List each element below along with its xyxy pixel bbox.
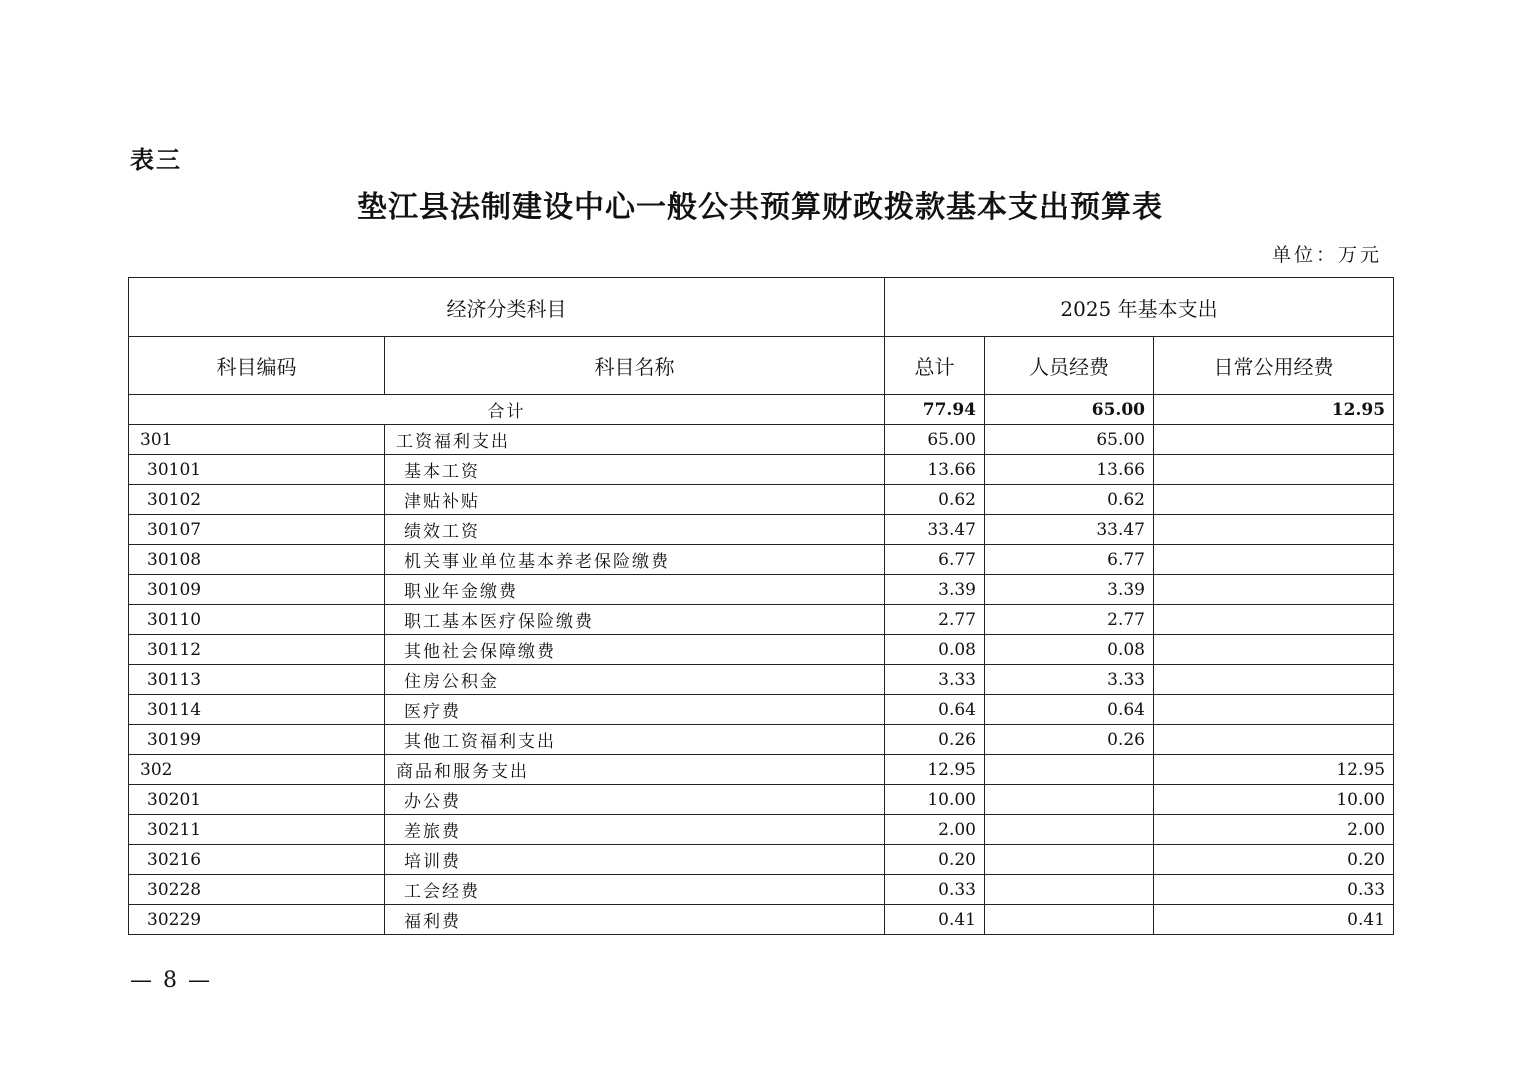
table-row (129, 605, 1394, 635)
name-cell: 工会经费 (385, 875, 885, 905)
name-cell: 绩效工资 (385, 515, 885, 545)
personnel-cell: 3.39 (985, 575, 1154, 605)
name-cell: 商品和服务支出 (385, 755, 885, 785)
code-cell: 30107 (129, 515, 385, 545)
total-cell: 0.08 (885, 635, 985, 665)
table-row (129, 695, 1394, 725)
total-cell: 10.00 (885, 785, 985, 815)
table-row (129, 485, 1394, 515)
name-cell: 工资福利支出 (385, 425, 885, 455)
daily-cell: 12.95 (1154, 755, 1394, 785)
total-cell: 12.95 (885, 755, 985, 785)
table-row (129, 785, 1394, 815)
table-label: 表三 (130, 146, 182, 174)
personnel-cell: 0.26 (985, 725, 1154, 755)
total-personnel-cell: 65.00 (985, 395, 1154, 425)
personnel-cell (985, 755, 1154, 785)
daily-cell (1154, 575, 1394, 605)
category-group-header: 经济分类科目 (129, 278, 885, 337)
table-body (129, 395, 1394, 935)
table-row (129, 725, 1394, 755)
daily-cell (1154, 725, 1394, 755)
name-cell: 职业年金缴费 (385, 575, 885, 605)
code-cell: 302 (129, 755, 385, 785)
daily-cell: 0.33 (1154, 875, 1394, 905)
page-number: — 8 — (130, 968, 212, 993)
table-row (129, 515, 1394, 545)
name-cell: 其他社会保障缴费 (385, 635, 885, 665)
total-daily-cell: 12.95 (1154, 395, 1394, 425)
total-cell: 2.00 (885, 815, 985, 845)
code-cell: 30101 (129, 455, 385, 485)
code-cell: 30201 (129, 785, 385, 815)
daily-cell (1154, 545, 1394, 575)
total-cell: 0.33 (885, 875, 985, 905)
total-cell: 0.20 (885, 845, 985, 875)
column-header-daily: 日常公用经费 (1154, 337, 1394, 395)
total-cell: 3.33 (885, 665, 985, 695)
page-title: 垫江县法制建设中心一般公共预算财政拨款基本支出预算表 (357, 190, 1163, 225)
total-cell: 13.66 (885, 455, 985, 485)
personnel-cell (985, 905, 1154, 935)
total-cell: 0.26 (885, 725, 985, 755)
total-cell: 0.64 (885, 695, 985, 725)
code-cell: 30109 (129, 575, 385, 605)
table-row (129, 875, 1394, 905)
personnel-cell: 2.77 (985, 605, 1154, 635)
personnel-cell: 13.66 (985, 455, 1154, 485)
daily-cell: 0.20 (1154, 845, 1394, 875)
total-row (129, 395, 1394, 425)
unit-label: 单位：万元 (1271, 244, 1382, 266)
column-header-row (129, 337, 1394, 395)
table-row (129, 815, 1394, 845)
total-label: 合计 (129, 395, 885, 425)
group-header-row (129, 278, 1394, 337)
code-cell: 301 (129, 425, 385, 455)
column-header-code: 科目编码 (129, 337, 385, 395)
name-cell: 办公费 (385, 785, 885, 815)
code-cell: 30113 (129, 665, 385, 695)
table-row (129, 455, 1394, 485)
year-group-header (885, 278, 1394, 337)
personnel-cell: 3.33 (985, 665, 1154, 695)
name-cell: 其他工资福利支出 (385, 725, 885, 755)
name-cell: 机关事业单位基本养老保险缴费 (385, 545, 885, 575)
daily-cell (1154, 425, 1394, 455)
daily-cell (1154, 605, 1394, 635)
name-cell: 差旅费 (385, 815, 885, 845)
daily-cell: 10.00 (1154, 785, 1394, 815)
personnel-cell: 0.62 (985, 485, 1154, 515)
personnel-cell: 0.08 (985, 635, 1154, 665)
column-header-name: 科目名称 (385, 337, 885, 395)
total-cell: 2.77 (885, 605, 985, 635)
year-number: 2025 (1060, 296, 1112, 321)
personnel-cell (985, 875, 1154, 905)
code-cell: 30102 (129, 485, 385, 515)
table-row (129, 575, 1394, 605)
personnel-cell: 0.64 (985, 695, 1154, 725)
daily-cell: 0.41 (1154, 905, 1394, 935)
code-cell: 30229 (129, 905, 385, 935)
personnel-cell (985, 815, 1154, 845)
personnel-cell (985, 785, 1154, 815)
daily-cell (1154, 695, 1394, 725)
table-row (129, 845, 1394, 875)
table-row (129, 905, 1394, 935)
table-row (129, 635, 1394, 665)
table-row (129, 425, 1394, 455)
total-cell: 0.62 (885, 485, 985, 515)
name-cell: 培训费 (385, 845, 885, 875)
code-cell: 30112 (129, 635, 385, 665)
daily-cell (1154, 455, 1394, 485)
table-row (129, 755, 1394, 785)
name-cell: 职工基本医疗保险缴费 (385, 605, 885, 635)
name-cell: 福利费 (385, 905, 885, 935)
name-cell: 住房公积金 (385, 665, 885, 695)
daily-cell (1154, 635, 1394, 665)
total-total-cell: 77.94 (885, 395, 985, 425)
code-cell: 30110 (129, 605, 385, 635)
total-cell: 33.47 (885, 515, 985, 545)
code-cell: 30108 (129, 545, 385, 575)
code-cell: 30199 (129, 725, 385, 755)
personnel-cell: 6.77 (985, 545, 1154, 575)
budget-table (128, 277, 1394, 935)
daily-cell (1154, 485, 1394, 515)
table-row (129, 665, 1394, 695)
total-cell: 0.41 (885, 905, 985, 935)
code-cell: 30114 (129, 695, 385, 725)
column-header-personnel: 人员经费 (985, 337, 1154, 395)
column-header-total: 总计 (885, 337, 985, 395)
name-cell: 津贴补贴 (385, 485, 885, 515)
total-cell: 6.77 (885, 545, 985, 575)
table-row (129, 545, 1394, 575)
personnel-cell: 33.47 (985, 515, 1154, 545)
code-cell: 30211 (129, 815, 385, 845)
personnel-cell: 65.00 (985, 425, 1154, 455)
code-cell: 30228 (129, 875, 385, 905)
name-cell: 医疗费 (385, 695, 885, 725)
total-cell: 3.39 (885, 575, 985, 605)
daily-cell (1154, 665, 1394, 695)
year-suffix: 年基本支出 (1117, 296, 1218, 321)
total-cell: 65.00 (885, 425, 985, 455)
daily-cell: 2.00 (1154, 815, 1394, 845)
code-cell: 30216 (129, 845, 385, 875)
daily-cell (1154, 515, 1394, 545)
personnel-cell (985, 845, 1154, 875)
name-cell: 基本工资 (385, 455, 885, 485)
